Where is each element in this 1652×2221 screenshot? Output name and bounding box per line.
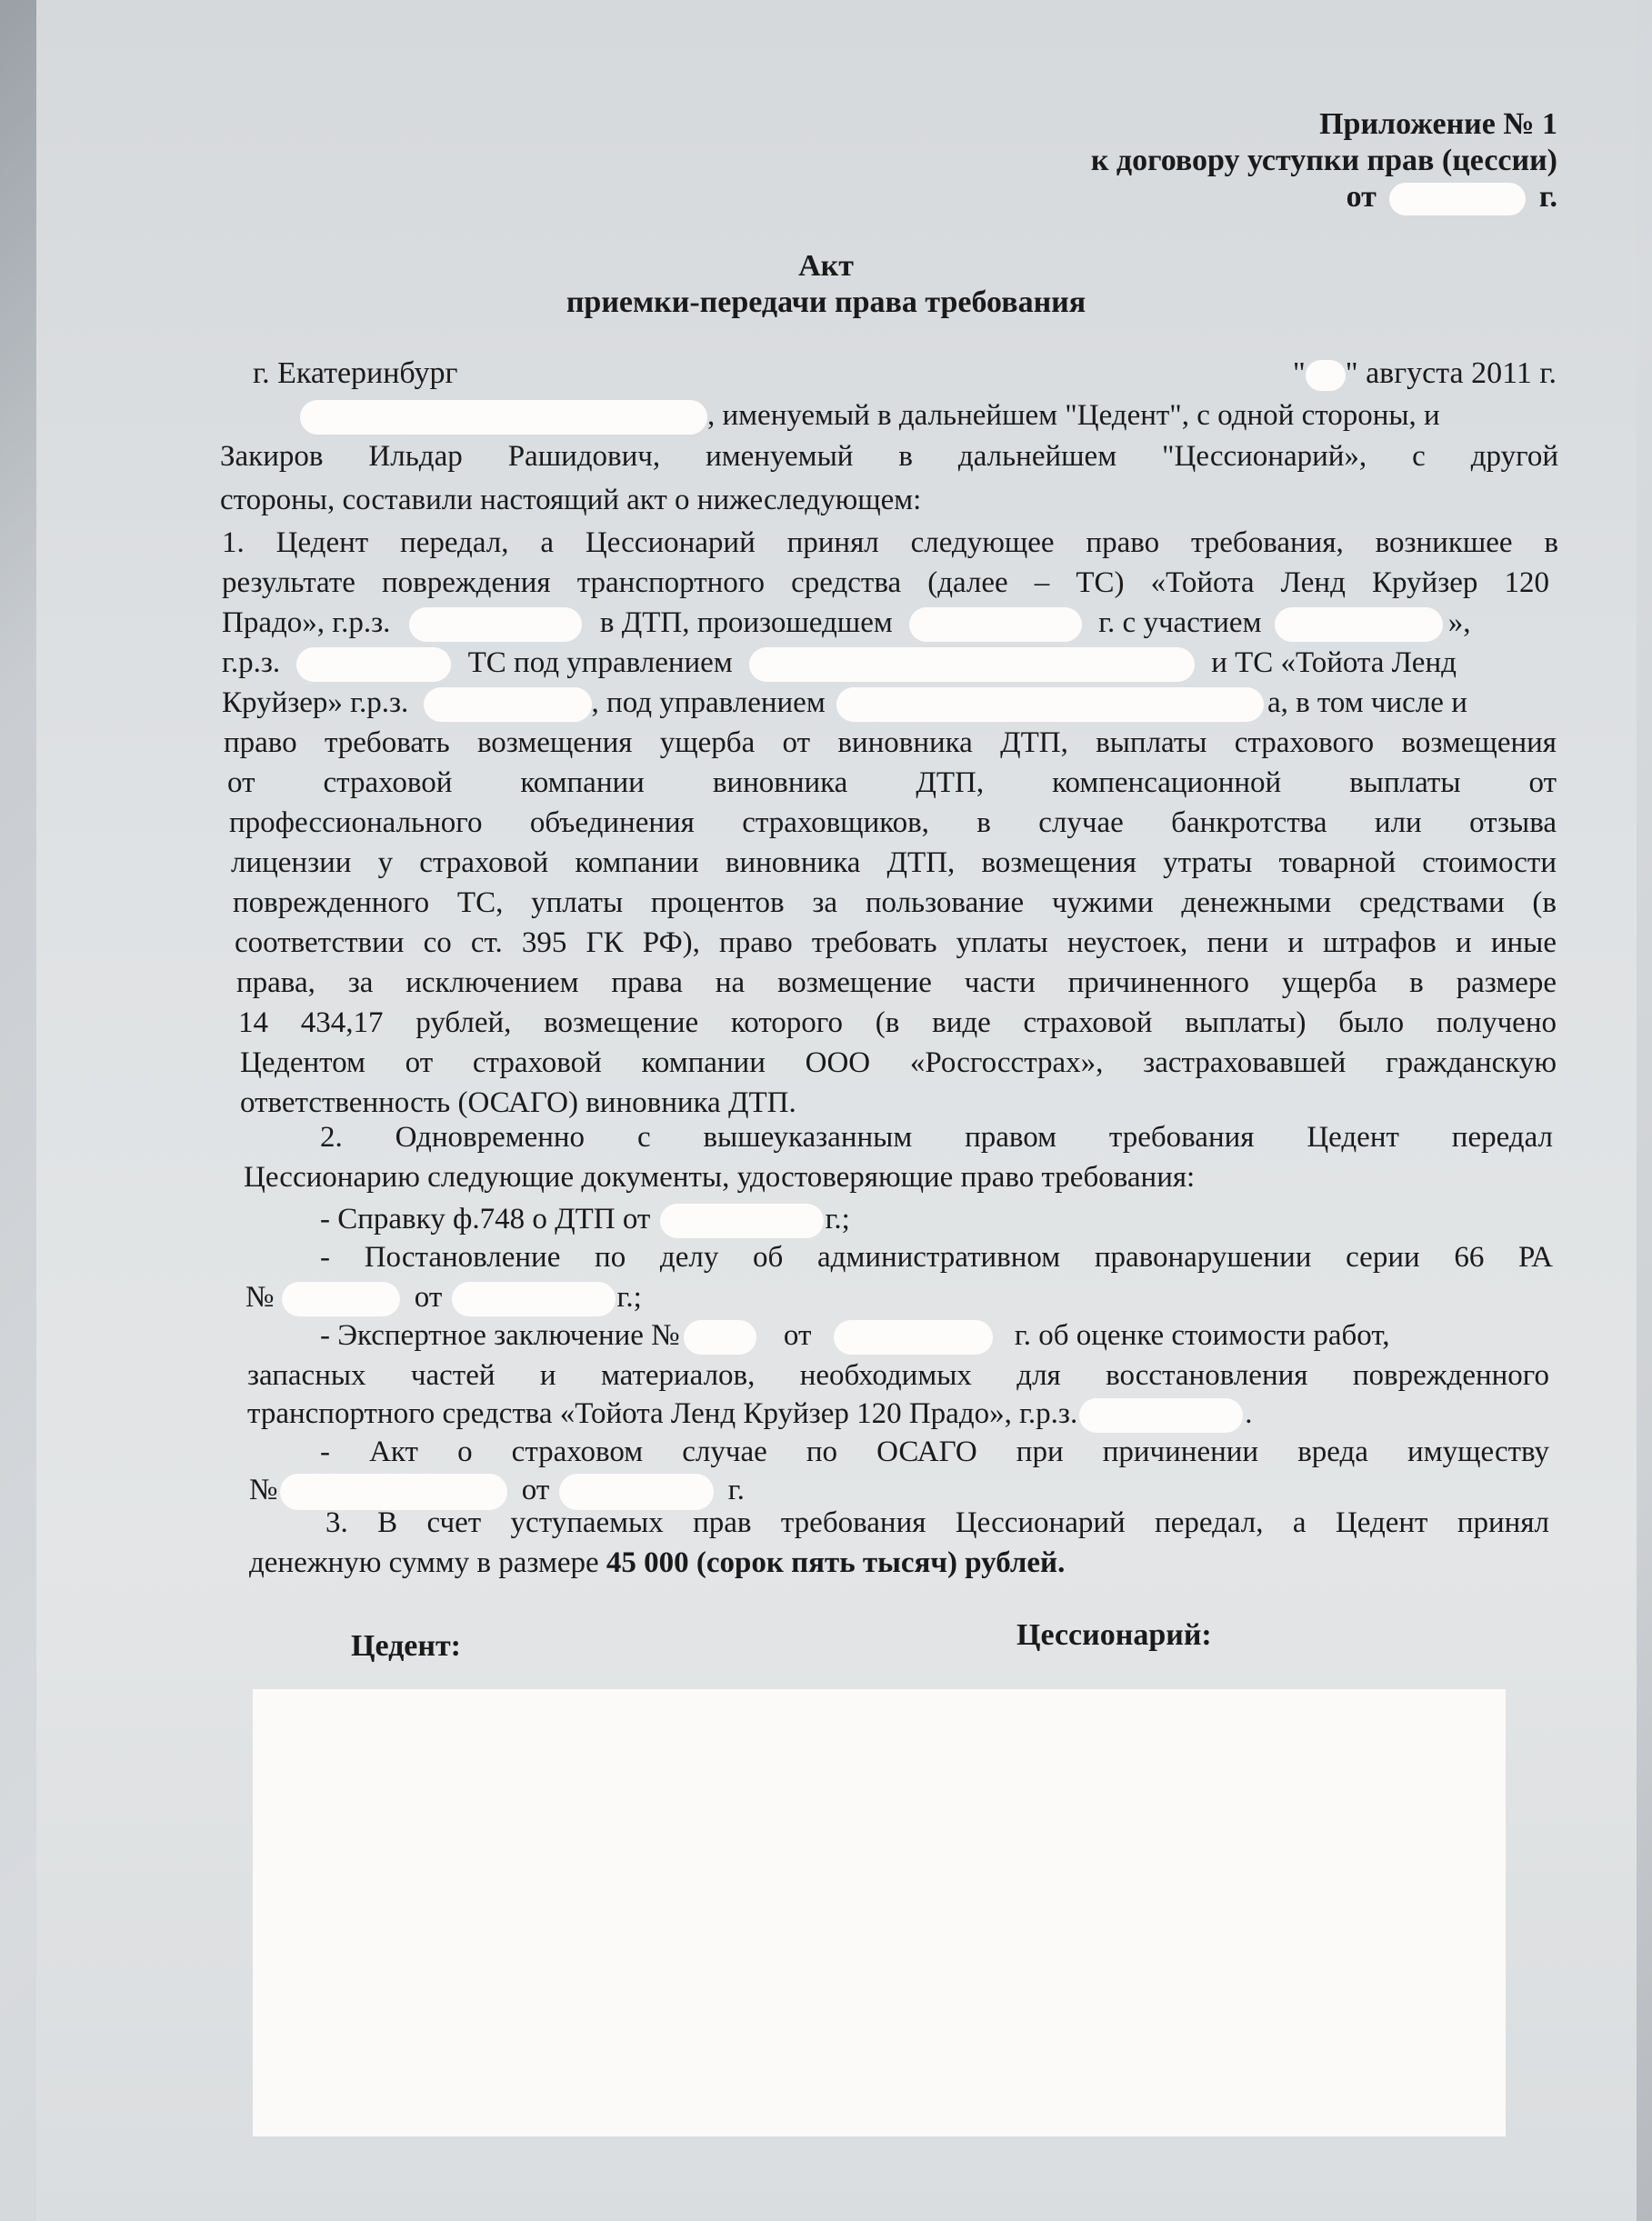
p3-amount: 45 000 (сорок пять тысяч) рублей. — [606, 1546, 1066, 1579]
preamble-text: , именуемый в дальнейшем "Цедент", с одной стороны, и — [707, 399, 1440, 432]
p1-line-5-b: , под управлением — [591, 686, 826, 719]
redaction-mark — [836, 687, 1264, 722]
p2-doc-1-text: - Справку ф.748 о ДТП от — [320, 1203, 651, 1236]
p1-line-7: от страховой компании виновника ДТП, компенсационной выплаты от — [227, 766, 1557, 799]
title-act: Акт — [798, 249, 854, 283]
p1-line-3-c: г. с участием — [1098, 606, 1262, 639]
p2-line-1: 2. Одновременно с вышеуказанным правом требования Цедент передал — [320, 1121, 1553, 1154]
appendix-contract-ref: к договору уступки прав (цессии) — [1090, 144, 1557, 177]
p2-doc-4-line-1: - Акт о страховом случае по ОСАГО при причинении вреда имуществу — [320, 1436, 1549, 1468]
p2-doc-2-from: от — [414, 1281, 443, 1314]
p2-doc-2-line-1: - Постановление по делу об административном правонарушении серии 66 РА — [320, 1241, 1553, 1274]
p2-doc-3-line-3 — [247, 1395, 1252, 1433]
preamble-line-2: Закиров Ильдар Рашидович, именуемый в дальнейшем "Цессионарий», с другой — [220, 440, 1558, 473]
p2-doc-2-line-2 — [245, 1278, 642, 1316]
appendix-date-prefix: от — [1346, 180, 1377, 214]
p1-line-9: лицензии у страховой компании виновника ДТП, возмещения утраты товарной стоимости — [231, 846, 1557, 879]
p1-line-3 — [222, 604, 1470, 642]
p3-amount-label: денежную сумму в размере — [249, 1546, 599, 1579]
redaction-mark — [660, 1204, 824, 1238]
p2-doc-3-vehicle: транспортного средства «Тойота Ленд Круйзер 120 Прадо», г.р.з. — [247, 1397, 1078, 1430]
p2-doc-2-suffix: г.; — [616, 1281, 642, 1314]
appendix-date — [1347, 180, 1557, 215]
redaction-mark — [452, 1282, 616, 1316]
redaction-mark — [1389, 183, 1526, 215]
p1-line-4 — [222, 644, 1457, 682]
appendix-number: Приложение № 1 — [1319, 107, 1557, 141]
p2-doc-3-from: от — [783, 1319, 812, 1352]
redaction-mark — [1079, 1398, 1243, 1433]
p3-line-1: 3. В счет уступаемых прав требования Цессионарий передал, а Цедент принял — [325, 1506, 1549, 1539]
signature-label-cessionary: Цессионарий: — [1016, 1618, 1212, 1652]
p1-line-3-b: в ДТП, произошедшем — [599, 606, 893, 639]
p1-line-8: профессионального объединения страховщиков, в случае банкротства или отзыва — [229, 806, 1557, 839]
p2-doc-3-end: . — [1245, 1397, 1253, 1430]
signature-label-cedent: Цедент: — [351, 1629, 461, 1663]
p1-line-4-b: ТС под управлением — [467, 646, 733, 679]
p3-line-2 — [249, 1544, 1065, 1582]
p2-doc-4-from: от — [521, 1474, 550, 1506]
p1-line-4-a: г.р.з. — [222, 646, 281, 679]
p1-line-2: результате повреждения транспортного средства (далее – ТС) «Тойота Ленд Круйзер 120 — [222, 566, 1549, 599]
preamble-line-3: стороны, составили настоящий акт о нижеследующем: — [220, 484, 922, 516]
p1-line-3-a: Прадо», г.р.з. — [222, 606, 391, 639]
p2-doc-3-text: - Экспертное заключение № — [320, 1319, 680, 1352]
p1-line-12: права, за исключением права на возмещение части причиненного ущерба в размере — [236, 966, 1557, 999]
redaction-mark — [296, 647, 451, 682]
redaction-mark — [909, 607, 1082, 642]
p2-doc-3-tail: г. об оценке стоимости работ, — [1014, 1319, 1390, 1352]
redacted-signature-block — [253, 1689, 1506, 2136]
place: г. Екатеринбург — [253, 356, 458, 390]
p1-line-6: право требовать возмещения ущерба от виновника ДТП, выплаты страхового возмещения — [224, 726, 1557, 759]
redaction-mark — [684, 1320, 756, 1355]
p1-line-10: поврежденного ТС, уплаты процентов за пользование чужими денежными средствами (в — [233, 886, 1557, 919]
act-date: " " августа 2011 г. — [1292, 356, 1557, 390]
p1-line-1: 1. Цедент передал, а Цессионарий принял следующее право требования, возникшее в — [222, 526, 1558, 559]
p1-line-5-a: Круйзер» г.р.з. — [222, 686, 409, 719]
p2-doc-4-no: № — [249, 1474, 278, 1506]
preamble-line-1 — [300, 396, 1440, 435]
p2-doc-3-line-2: запасных частей и материалов, необходимых для восстановления поврежденного — [247, 1359, 1549, 1392]
p1-line-3-d: », — [1447, 606, 1471, 639]
p2-line-2: Цессионарию следующие документы, удостоверяющие право требования: — [244, 1161, 1196, 1194]
p1-line-15: ответственность (ОСАГО) виновника ДТП. — [240, 1086, 796, 1119]
redaction-mark — [282, 1282, 400, 1316]
p2-doc-4-suffix: г. — [727, 1474, 745, 1506]
appendix-date-suffix: г. — [1538, 180, 1557, 214]
p1-line-11: соответствии со ст. 395 ГК РФ), право требовать уплаты неустоек, пени и штрафов и иные — [235, 926, 1557, 959]
redaction-mark — [409, 607, 582, 642]
redaction-mark — [300, 400, 707, 435]
act-date-month-year: августа 2011 г. — [1366, 356, 1557, 390]
p1-line-5 — [222, 684, 1467, 722]
redaction-mark — [1275, 607, 1443, 642]
p2-doc-3-line-1 — [320, 1316, 1390, 1355]
redaction-mark — [749, 647, 1195, 682]
p2-doc-2-no: № — [245, 1281, 275, 1314]
redaction-mark — [834, 1320, 993, 1355]
p1-line-5-c: а, в том числе и — [1267, 686, 1467, 719]
title-act-subject: приемки-передачи права требования — [566, 285, 1086, 319]
p2-doc-1 — [320, 1200, 850, 1238]
p2-doc-1-suffix: г.; — [825, 1203, 850, 1236]
p1-line-13: 14 434,17 рублей, возмещение которого (в виде страховой выплаты) было получено — [238, 1006, 1557, 1039]
redaction-mark — [1306, 360, 1346, 391]
redaction-mark — [424, 687, 592, 722]
p1-line-14: Цедентом от страховой компании ООО «Росгосстрах», застраховавшей гражданскую — [240, 1046, 1557, 1079]
p1-line-4-c: и ТС «Тойота Ленд — [1211, 646, 1457, 679]
